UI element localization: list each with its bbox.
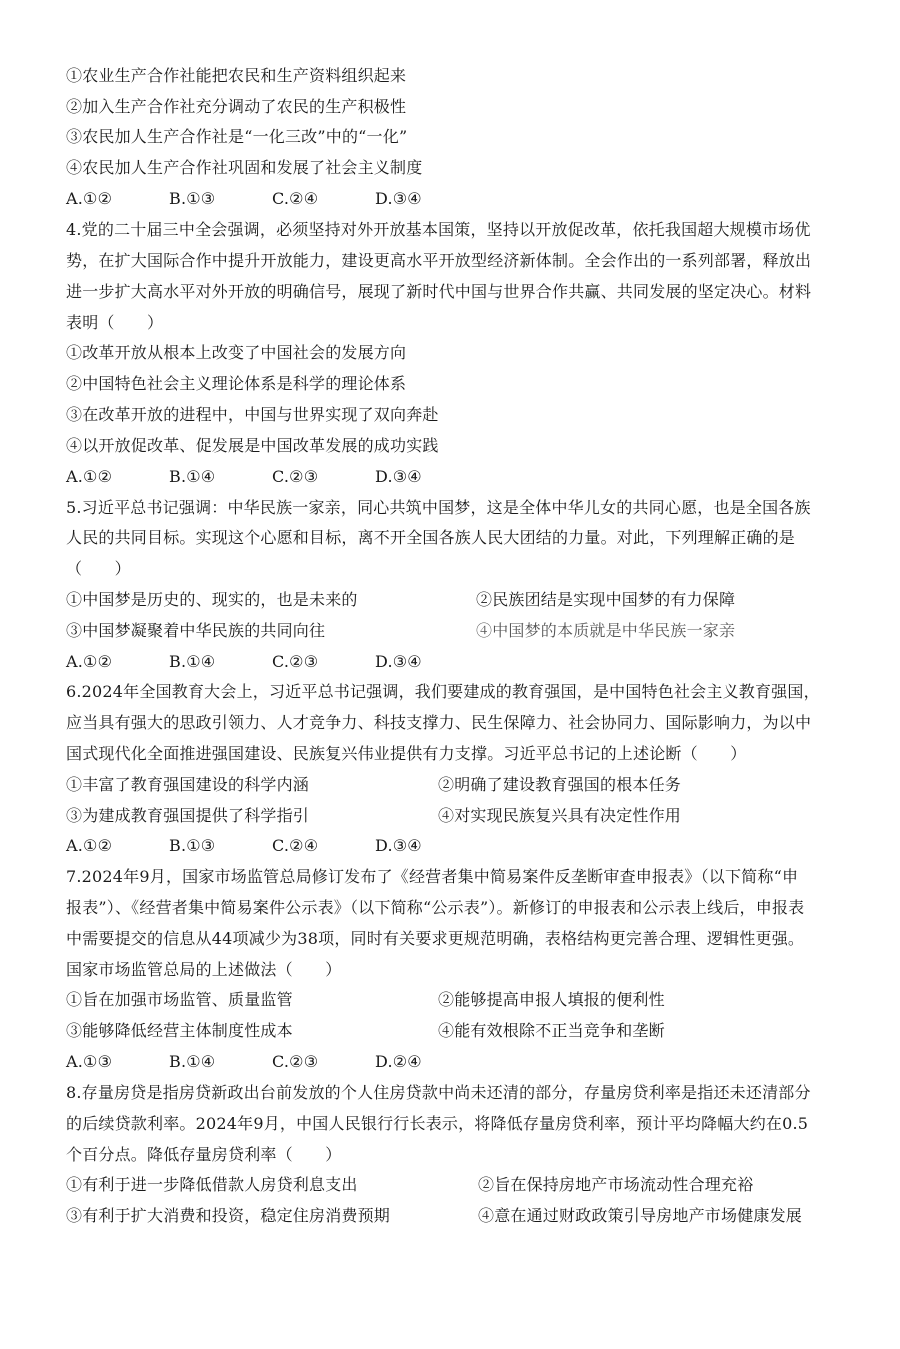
q5-option-4: ④中国梦的本质就是中华民族一家亲 xyxy=(476,621,736,640)
q7-options-row-2 xyxy=(66,1021,866,1041)
q3-option-3: ③农民加人生产合作社是“一化三改”中的“一化” xyxy=(66,127,408,146)
q7-answer-c: C.②③ xyxy=(272,1052,319,1071)
q4-stem-line-4: 表明（ ） xyxy=(66,313,164,332)
q6-option-1: ①丰富了教育强国建设的科学内涵 xyxy=(66,775,310,794)
q4-answer-c: C.②③ xyxy=(272,467,319,486)
q6-stem-line-1: 6.2024年全国教育大会上，习近平总书记强调，我们要建成的教育强国，是中国特色社会主义教育强国， xyxy=(66,682,820,701)
q5-answer-c: C.②③ xyxy=(272,652,319,671)
q3-answer-c: C.②④ xyxy=(272,189,319,208)
q5-answer-a: A.①② xyxy=(66,652,113,671)
q7-stem-line-2: 报表”）、《经营者集中简易案件公示表》（以下简称“公示表”）。新修订的申报表和公示表上线后，申报表 xyxy=(66,898,805,917)
q5-options-row-2 xyxy=(66,621,866,641)
q6-option-3: ③为建成教育强国提供了科学指引 xyxy=(66,806,310,825)
q5-option-2: ②民族团结是实现中国梦的有力保障 xyxy=(476,590,736,609)
q4-answer-b: B.①④ xyxy=(169,467,216,486)
q7-answer-d: D.②④ xyxy=(375,1052,422,1071)
q6-answer-choices xyxy=(66,836,866,856)
q7-answer-choices xyxy=(66,1052,866,1072)
q8-option-4: ④意在通过财政政策引导房地产市场健康发展 xyxy=(478,1206,803,1225)
q4-stem-line-3: 进一步扩大高水平对外开放的明确信号，展现了新时代中国与世界合作共赢、共同发展的坚定决心。材料 xyxy=(66,282,812,301)
q4-option-2: ②中国特色社会主义理论体系是科学的理论体系 xyxy=(66,374,407,393)
q6-option-4: ④对实现民族复兴具有决定性作用 xyxy=(438,806,682,825)
q3-answer-d: D.③④ xyxy=(375,189,422,208)
q6-answer-a: A.①② xyxy=(66,836,113,855)
q4-stem-line-2: 势，在扩大国际合作中提升开放能力，建设更高水平开放型经济新体制。全会作出的一系列部署，释放出 xyxy=(66,251,812,270)
q6-answer-b: B.①③ xyxy=(169,836,216,855)
q8-stem-line-3: 个百分点。降低存量房贷利率（ ） xyxy=(66,1145,342,1164)
q7-option-4: ④能有效根除不正当竞争和垄断 xyxy=(438,1021,665,1040)
q4-stem-line-1: 4.党的二十届三中全会强调，必须坚持对外开放基本国策，坚持以开放促改革，依托我国超大规模市场优 xyxy=(66,220,811,239)
q5-answer-d: D.③④ xyxy=(375,652,422,671)
q6-answer-c: C.②④ xyxy=(272,836,319,855)
q7-option-3: ③能够降低经营主体制度性成本 xyxy=(66,1021,293,1040)
q5-stem-line-3: （ ） xyxy=(66,559,131,578)
q5-answer-choices xyxy=(66,652,866,672)
q3-option-2: ②加入生产合作社充分调动了农民的生产积极性 xyxy=(66,97,407,116)
q7-option-2: ②能够提高申报人填报的便利性 xyxy=(438,990,665,1009)
q4-option-1: ①改革开放从根本上改变了中国社会的发展方向 xyxy=(66,343,407,362)
q5-answer-b: B.①④ xyxy=(169,652,216,671)
q8-option-2: ②旨在保持房地产市场流动性合理充裕 xyxy=(478,1175,754,1194)
q6-options-row-1 xyxy=(66,775,866,795)
q4-answer-choices xyxy=(66,467,866,487)
q4-answer-d: D.③④ xyxy=(375,467,422,486)
q3-option-4: ④农民加人生产合作社巩固和发展了社会主义制度 xyxy=(66,158,423,177)
q7-stem-line-4: 国家市场监管总局的上述做法（ ） xyxy=(66,960,342,979)
q3-answer-b: B.①③ xyxy=(169,189,216,208)
q7-stem-line-3: 中需要提交的信息从44项减少为38项，同时有关要求更规范明确，表格结构更完善合理、逻辑性更强。 xyxy=(66,929,805,948)
q8-options-row-1 xyxy=(66,1175,866,1195)
q5-stem-line-1: 5.习近平总书记强调：中华民族一家亲，同心共筑中国梦，这是全体中华儿女的共同心愿，也是全国各族 xyxy=(66,498,811,517)
q6-options-row-2 xyxy=(66,806,866,826)
q5-option-1: ①中国梦是历史的、现实的，也是未来的 xyxy=(66,590,358,609)
q7-options-row-1 xyxy=(66,990,866,1010)
q8-stem-line-2: 的后续贷款利率。2024年9月，中国人民银行行长表示，将降低存量房贷利率，预计平均降幅大约在0.5 xyxy=(66,1114,809,1133)
q4-answer-a: A.①② xyxy=(66,467,113,486)
q8-option-3: ③有利于扩大消费和投资，稳定住房消费预期 xyxy=(66,1206,391,1225)
q8-option-1: ①有利于进一步降低借款人房贷利息支出 xyxy=(66,1175,358,1194)
q6-stem-line-3: 国式现代化全面推进强国建设、民族复兴伟业提供有力支撑。习近平总书记的上述论断（ ） xyxy=(66,744,747,763)
q7-stem-line-1: 7.2024年9月，国家市场监管总局修订发布了《经营者集中简易案件反垄断审查申报表》（以下简称“申 xyxy=(66,867,799,886)
q5-option-3: ③中国梦凝聚着中华民族的共同向往 xyxy=(66,621,326,640)
q3-option-1: ①农业生产合作社能把农民和生产资料组织起来 xyxy=(66,66,407,85)
q4-option-3: ③在改革开放的进程中，中国与世界实现了双向奔赴 xyxy=(66,405,439,424)
q6-answer-d: D.③④ xyxy=(375,836,422,855)
q5-stem-line-2: 人民的共同目标。实现这个心愿和目标，离不开全国各族人民大团结的力量。对此，下列理解正确的是 xyxy=(66,528,796,547)
q5-options-row-1 xyxy=(66,590,866,610)
q7-answer-a: A.①③ xyxy=(66,1052,113,1071)
q6-stem-line-2: 应当具有强大的思政引领力、人才竞争力、科技支撑力、民生保障力、社会协同力、国际影响力，为以中 xyxy=(66,713,812,732)
q3-answer-choices xyxy=(66,189,866,209)
q7-answer-b: B.①④ xyxy=(169,1052,216,1071)
q8-stem-line-1: 8.存量房贷是指房贷新政出台前发放的个人住房贷款中尚未还清的部分，存量房贷利率是指还未还清部分 xyxy=(66,1083,811,1102)
q3-answer-a: A.①② xyxy=(66,189,113,208)
q7-option-1: ①旨在加强市场监管、质量监管 xyxy=(66,990,293,1009)
q6-option-2: ②明确了建设教育强国的根本任务 xyxy=(438,775,682,794)
q4-option-4: ④以开放促改革、促发展是中国改革发展的成功实践 xyxy=(66,436,439,455)
q8-options-row-2 xyxy=(66,1206,866,1226)
